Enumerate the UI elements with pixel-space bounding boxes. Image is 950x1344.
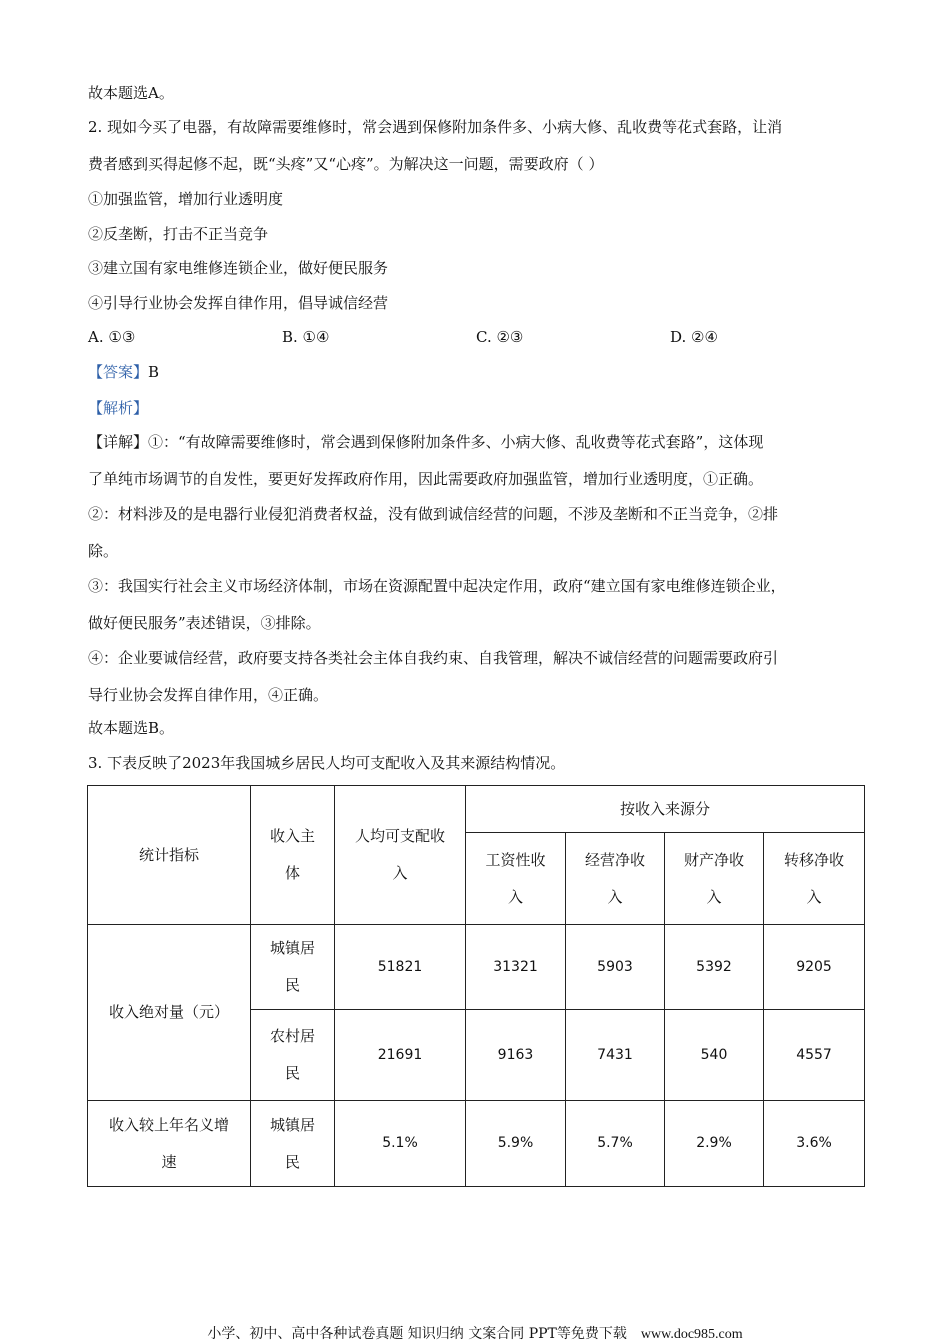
- income-table: [87, 785, 865, 1187]
- group-label-growth: 收入较上年名义增 速: [88, 1101, 251, 1187]
- statement-4: ④引导行业协会发挥自律作用，倡导诚信经营: [88, 294, 389, 312]
- row-subject: 城镇居 民: [251, 1101, 335, 1187]
- table-cell: 5.9%: [466, 1101, 566, 1187]
- table-cell: 5392: [665, 925, 764, 1010]
- table-cell: 31321: [466, 925, 566, 1010]
- previous-conclusion: 故本题选A。: [88, 84, 174, 102]
- analysis-line: ②：材料涉及的是电器行业侵犯消费者权益，没有做到诚信经营的问题，不涉及垄断和不正当竞争，②排: [88, 505, 779, 523]
- analysis-line: ④：企业要诚信经营，政府要支持各类社会主体自我约束、自我管理，解决不诚信经营的问题需要政府引: [88, 649, 779, 667]
- answer-value: B: [148, 363, 160, 381]
- answer-tag: 【答案】: [88, 363, 149, 381]
- header-disposable-income: 人均可支配收 入: [335, 786, 466, 925]
- header-subject: 收入主 体: [251, 786, 335, 925]
- table-cell: 4557: [764, 1010, 865, 1101]
- analysis-line: ③：我国实行社会主义市场经济体制，市场在资源配置中起决定作用，政府“建立国有家电维修连锁企业，: [88, 577, 786, 595]
- analysis-line: 做好便民服务”表述错误，③排除。: [88, 614, 321, 632]
- question-stem-line-2: 费者感到买得起修不起，既“头疼”又“心疼”。为解决这一问题，需要政府（ ）: [88, 155, 604, 173]
- row-subject: 城镇居 民: [251, 925, 335, 1010]
- table-cell: 51821: [335, 925, 466, 1010]
- header-indicator: 统计指标: [88, 786, 251, 925]
- footer-link[interactable]: www.doc985.com: [640, 1327, 743, 1342]
- table-cell: 7431: [566, 1010, 665, 1101]
- table-cell: 5903: [566, 925, 665, 1010]
- table-cell: 9163: [466, 1010, 566, 1101]
- conclusion: 故本题选B。: [88, 719, 175, 737]
- question-3-stem: 3. 下表反映了2023年我国城乡居民人均可支配收入及其来源结构情况。: [88, 754, 566, 772]
- table-row: [88, 925, 865, 1010]
- analysis-line: 导行业协会发挥自律作用，④正确。: [88, 686, 329, 704]
- analysis-line: 【详解】①：“有故障需要维修时，常会遇到保修附加条件多、小病大修、乱收费等花式套路”，这体现: [88, 433, 764, 451]
- table-cell: 5.7%: [566, 1101, 665, 1187]
- header-transfer-income: 转移净收 入: [764, 833, 865, 925]
- option-c: C. ②③: [476, 328, 524, 346]
- header-property-income: 财产净收 入: [665, 833, 764, 925]
- option-d: D. ②④: [670, 328, 718, 346]
- header-wage-income: 工资性收 入: [466, 833, 566, 925]
- header-by-source: 按收入来源分: [466, 786, 865, 833]
- table-cell: 2.9%: [665, 1101, 764, 1187]
- group-label-absolute: 收入绝对量（元）: [88, 925, 251, 1101]
- statement-3: ③建立国有家电维修连锁企业，做好便民服务: [88, 259, 389, 277]
- answer-line: [88, 362, 159, 382]
- analysis-tag: 【解析】: [88, 399, 149, 417]
- statement-1: ①加强监管，增加行业透明度: [88, 190, 284, 208]
- footer-text: 小学、初中、高中各种试卷真题 知识归纳 文案合同 PPT等免费下载: [207, 1326, 627, 1342]
- page-footer: [0, 1325, 950, 1344]
- table-cell: 540: [665, 1010, 764, 1101]
- row-subject: 农村居 民: [251, 1010, 335, 1101]
- header-business-income: 经营净收 入: [566, 833, 665, 925]
- table-cell: 5.1%: [335, 1101, 466, 1187]
- analysis-line: 除。: [88, 542, 119, 560]
- table-row: [88, 1101, 865, 1187]
- option-a: A. ①③: [88, 328, 136, 346]
- table-cell: 21691: [335, 1010, 466, 1101]
- question-stem-line-1: 2. 现如今买了电器，有故障需要维修时，常会遇到保修附加条件多、小病大修、乱收费等花式套路，让消: [88, 118, 783, 136]
- table-cell: 9205: [764, 925, 865, 1010]
- table-cell: 3.6%: [764, 1101, 865, 1187]
- option-b: B. ①④: [282, 328, 330, 346]
- analysis-line: 了单纯市场调节的自发性，要更好发挥政府作用，因此需要政府加强监管，增加行业透明度，①正确。: [88, 470, 764, 488]
- statement-2: ②反垄断，打击不正当竞争: [88, 225, 269, 243]
